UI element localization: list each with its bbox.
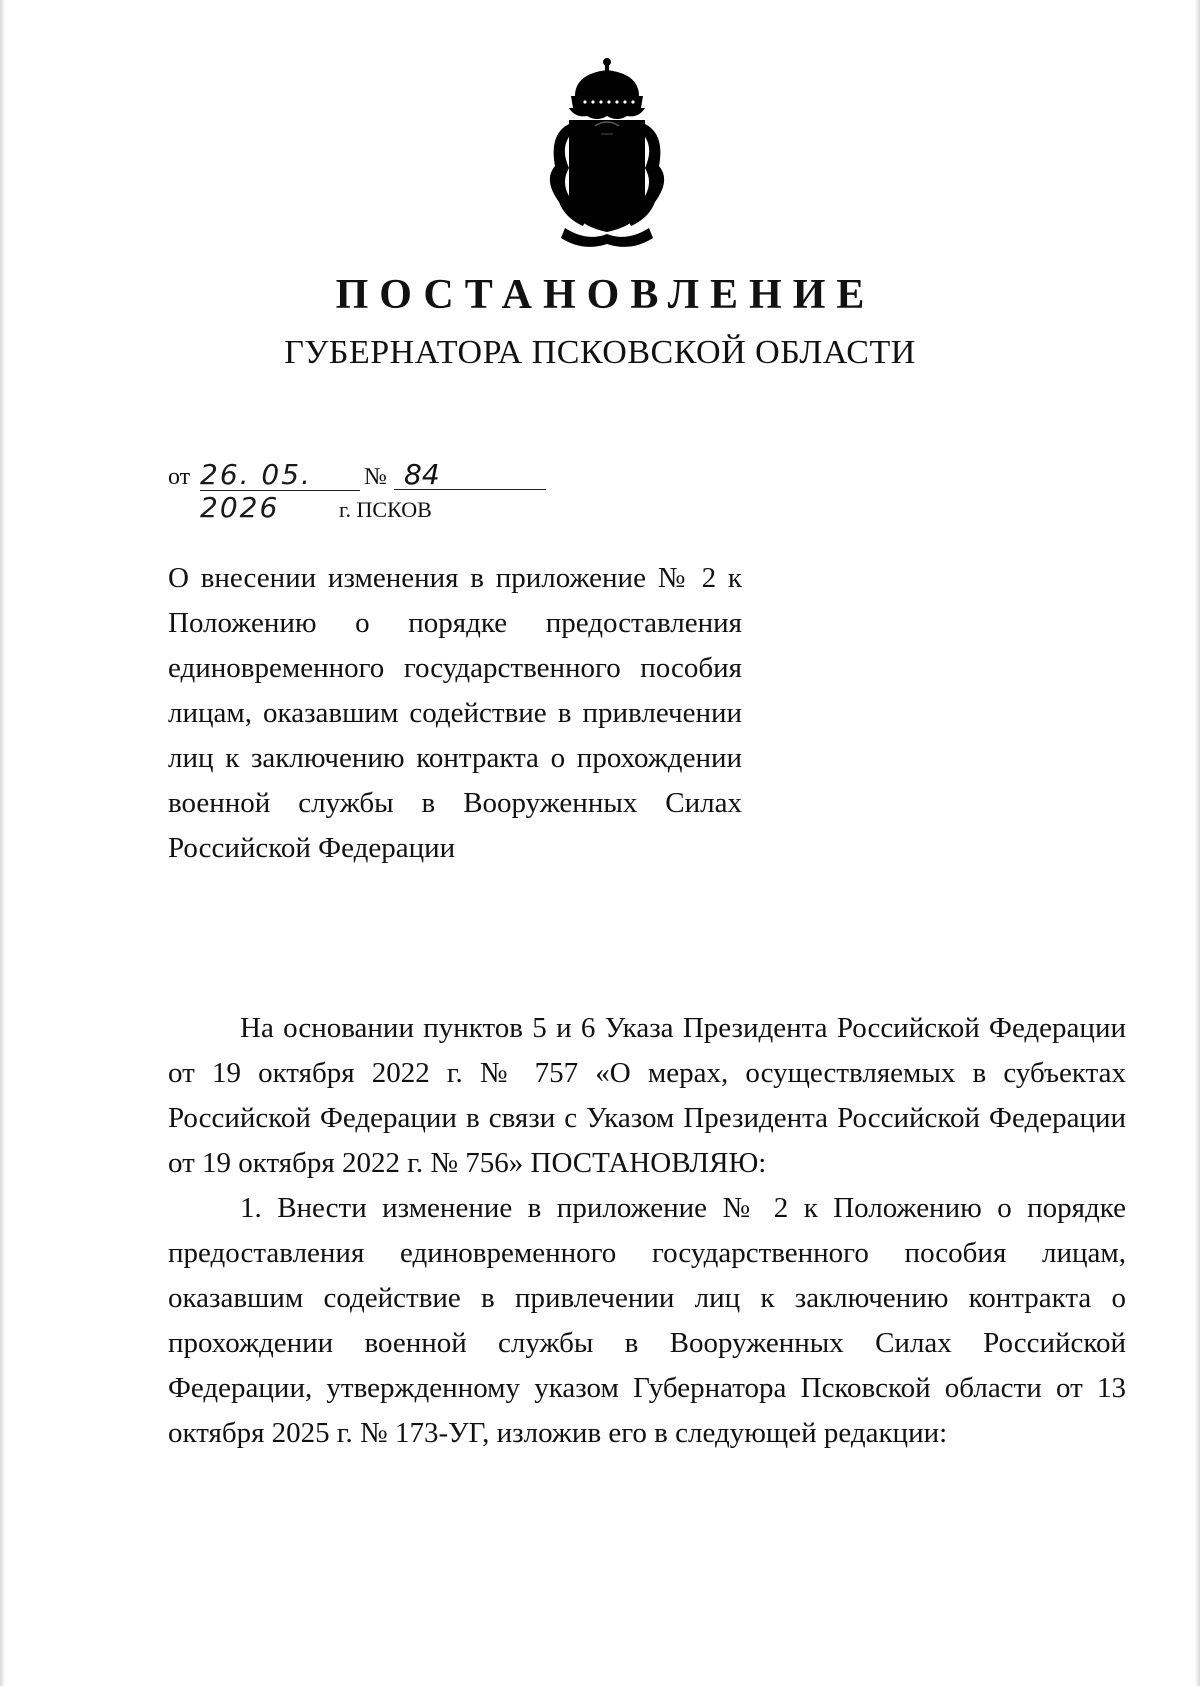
document-number: 84 [394, 458, 546, 490]
document-subject: О внесении изменения в приложение № 2 к Положению о порядке предоставления единовременного государственного пособия лицам, оказавшим содействие в привлечении лиц к заключению контракта о прохождении военной службы в Вооруженных Силах Российской Федерации [168, 562, 742, 864]
document-type-title: ПОСТАНОВЛЕНИЕ [335, 272, 876, 318]
body-paragraph: На основании пунктов 5 и 6 Указа Президента Российской Федерации от 19 октября 2022 г. № 757 «О мерах, осуществляемых в субъектах Российской Федерации в связи с Указом Президента Российской Федерации от 19 октября 2022 г. № 756» ПОСТАНОВЛЯЮ: [168, 1012, 1126, 1179]
date-prefix: от [168, 464, 191, 490]
scan-edge-right [1195, 0, 1200, 1686]
number-label: № [364, 464, 387, 490]
scan-edge-left [0, 0, 5, 1686]
document-body [168, 1006, 1126, 1456]
document-date: 26. 05. 2026 [200, 458, 360, 491]
city-label: г. ПСКОВ [339, 497, 432, 522]
pskov-coat-of-arms-icon [535, 56, 679, 248]
issuer-title: ГУБЕРНАТОРА ПСКОВСКОЙ ОБЛАСТИ [284, 334, 916, 371]
body-paragraph: 1. Внести изменение в приложение № 2 к Положению о порядке предоставления единовременного государственного пособия лицам, оказавшим содействие в привлечении лиц к заключению контракта о прохождении военной службы в Вооруженных Силах Российской Федерации, утвержденному указом Губернатора Псковской области от 13 октября 2025 г. № 173-УГ, изложив его в следующей редакции: [168, 1192, 1126, 1449]
